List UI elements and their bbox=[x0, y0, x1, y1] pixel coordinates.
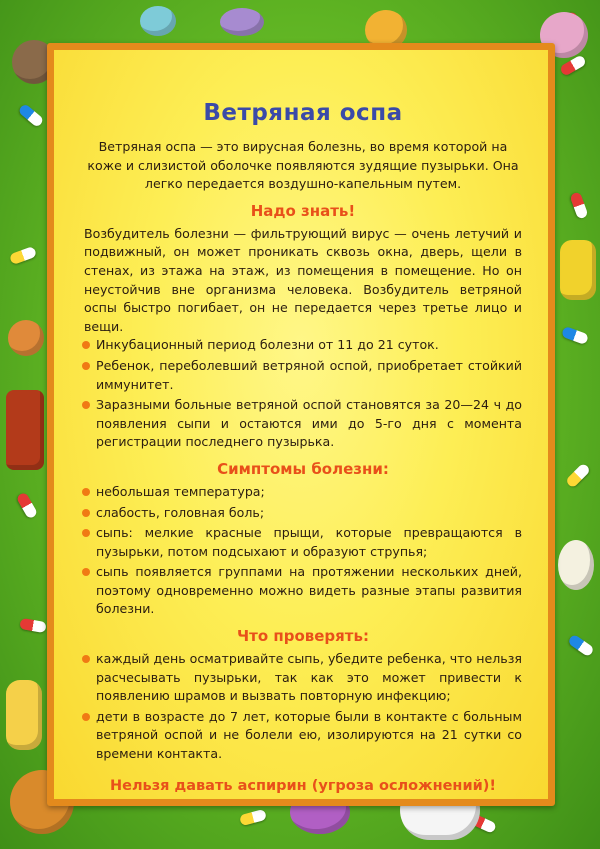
hippo-icon bbox=[220, 8, 264, 36]
list-item-text: сыпь: мелкие красные прыщи, которые превращаются в пузырьки, потом подсыхают и образуют струпья; bbox=[96, 525, 522, 559]
list-item-text: сыпь появляется группами на протяжении нескольких дней, поэтому одновременно можно видеть разные этапы развития болезни. bbox=[96, 564, 522, 617]
pill-icon bbox=[19, 618, 47, 633]
list-item-text: Ребенок, переболевший ветряной оспой, приобретает стойкий иммунитет. bbox=[96, 357, 522, 392]
list-item bbox=[84, 357, 522, 394]
list-item bbox=[84, 504, 522, 523]
pill-icon bbox=[239, 809, 267, 826]
cat-icon bbox=[8, 320, 44, 356]
heading-need-to-know: Надо знать! bbox=[250, 201, 356, 220]
list-item-text: дети в возрасте до 7 лет, которые были в контакте с больным ветряной оспой и не болели ею, изолируются на 21 сутки со времени контакта. bbox=[96, 708, 522, 762]
bullet-icon bbox=[82, 401, 90, 409]
list-item-text: Заразными больные ветряной оспой становятся за 20—24 ч до появления сыпи и остаются ими до 5-го дня с момента регистрации последнего пузырька. bbox=[96, 397, 522, 450]
bullet-icon bbox=[82, 488, 90, 496]
bullet-icon bbox=[82, 655, 90, 663]
list-item bbox=[84, 563, 522, 619]
page-title: Ветряная оспа bbox=[203, 100, 403, 126]
list-item bbox=[84, 396, 522, 452]
list-item bbox=[84, 708, 522, 764]
bullet-icon bbox=[82, 341, 90, 349]
list-item bbox=[84, 336, 522, 355]
pill-icon bbox=[565, 462, 591, 488]
list-item bbox=[84, 650, 522, 706]
symptoms-list bbox=[84, 483, 522, 619]
fox-icon bbox=[560, 240, 596, 300]
list-item bbox=[84, 524, 522, 561]
giraffe-icon bbox=[6, 680, 42, 750]
list-item bbox=[84, 483, 522, 502]
bullet-icon bbox=[82, 713, 90, 721]
bottle-icon bbox=[6, 390, 44, 470]
pill-icon bbox=[9, 246, 37, 265]
list-item-text: небольшая температура; bbox=[96, 483, 265, 499]
heading-what-to-check: Что проверять: bbox=[237, 627, 369, 646]
bullet-icon bbox=[82, 529, 90, 537]
pill-icon bbox=[16, 491, 39, 519]
check-list bbox=[84, 650, 522, 764]
pill-icon bbox=[567, 634, 595, 658]
info-sheet-content bbox=[54, 50, 548, 799]
heading-symptoms: Симптомы болезни: bbox=[217, 459, 389, 478]
bullet-icon bbox=[82, 568, 90, 576]
list-item-text: каждый день осматривайте сыпь, убедите ребенка, что нельзя расчесывать пузырьки, так как это может привести к появлению шрамов и вызвать повторную инфекцию; bbox=[96, 651, 522, 704]
aspirin-warning: Нельзя давать аспирин (угроза осложнений)! bbox=[109, 777, 497, 794]
snake-icon bbox=[558, 540, 594, 590]
pill-icon bbox=[561, 326, 589, 345]
bullet-icon bbox=[82, 362, 90, 370]
list-item-text: слабость, головная боль; bbox=[96, 504, 265, 520]
know-list bbox=[84, 336, 522, 452]
info-sheet bbox=[47, 43, 555, 806]
list-item-text: Инкубационный период болезни от 11 до 21 суток. bbox=[96, 337, 439, 353]
pill-icon bbox=[569, 191, 588, 219]
know-paragraph: Возбудитель болезни — фильтрующий вирус — очень летучий и подвижный, он может проникать сквозь окна, дверь, щели в стенах, из этажа на этаж, из помещения в помещение. Но он неустойчив вне организма человека. Возбудитель ветряной оспы быстро погибает, он не передается через третье лицо и вещи. bbox=[84, 225, 522, 334]
bullet-icon bbox=[82, 509, 90, 517]
fish-icon bbox=[140, 6, 176, 36]
pill-icon bbox=[18, 103, 45, 128]
intro-paragraph: Ветряная оспа — это вирусная болезнь, во время которой на коже и слизистой оболочке появляются зудящие пузырьки. Она легко передается воздушно-капельным путем. bbox=[87, 139, 519, 192]
